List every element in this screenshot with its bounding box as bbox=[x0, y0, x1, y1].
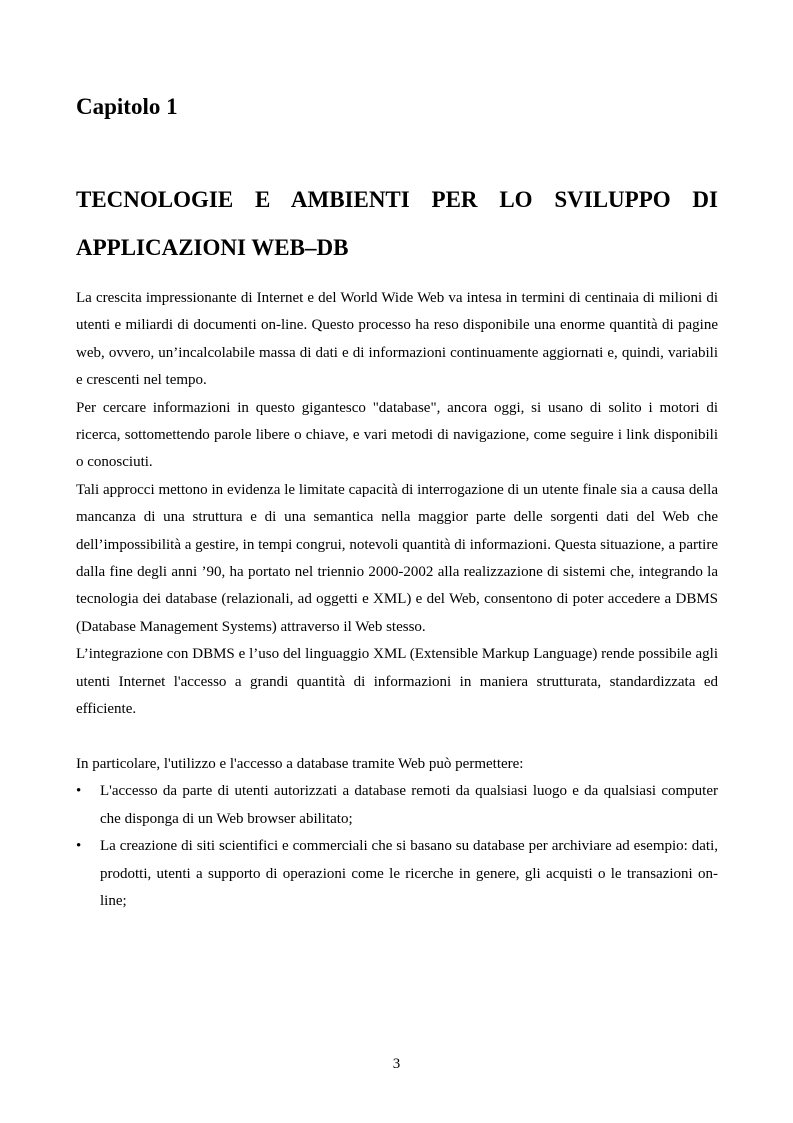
body-text bbox=[76, 285, 718, 915]
page-number: 3 bbox=[392, 1056, 401, 1072]
chapter-title-line-2: APPLICAZIONI WEB–DB bbox=[76, 235, 349, 260]
paragraph: La crescita impressionante di Internet e del World Wide Web va intesa in termini di centinaia di milioni di utenti e miliardi di documenti on-line. Questo processo ha reso disponibile una enorme quantità di pagine web, ovvero, un’incalcolabile massa di dati e di informazioni continuamente aggiornati e, quindi, variabili e crescenti nel tempo. bbox=[76, 290, 718, 389]
chapter-label: Capitolo 1 bbox=[76, 94, 178, 119]
list-item bbox=[76, 778, 718, 833]
list-intro: In particolare, l'utilizzo e l'accesso a database tramite Web può permettere: bbox=[76, 755, 524, 772]
bullet-list bbox=[76, 778, 718, 915]
paragraph: Per cercare informazioni in questo gigantesco "database", ancora oggi, si usano di solito i motori di ricerca, sottomettendo parole libere o chiave, e vari metodi di navigazione, come seguire i link disponibili o conosciuti. bbox=[76, 399, 718, 471]
bullet-icon: • bbox=[76, 783, 82, 800]
paragraph: L’integrazione con DBMS e l’uso del linguaggio XML (Extensible Markup Language) rende possibile agli utenti Internet l'accesso a grandi quantità di informazioni in maniera strutturata, standardizzata ed efficiente. bbox=[76, 646, 718, 718]
paragraph: Tali approcci mettono in evidenza le limitate capacità di interrogazione di un utente finale sia a causa della mancanza di una struttura e di una semantica nella maggior parte delle sorgenti dati del Web che dell’impossibilità a gestire, in tempi congrui, notevoli quantità di informazioni. Questa situazione, a partire dalla fine degli anni ’90, ha portato nel triennio 2000-2002 alla realizzazione di sistemi che, integrando la tecnologia dei database (relazionali, ad oggetti e XML) e del Web, consentono di poter accedere a DBMS (Database Management Systems) attraverso il Web stesso. bbox=[76, 481, 718, 635]
chapter-title bbox=[76, 176, 718, 272]
chapter-title-line-1: TECNOLOGIE E AMBIENTI PER LO SVILUPPO DI bbox=[76, 187, 718, 212]
list-item-text: L'accesso da parte di utenti autorizzati a database remoti da qualsiasi luogo e da qualsiasi computer che disponga di un Web browser abilitato; bbox=[100, 783, 718, 827]
list-item bbox=[76, 833, 718, 915]
bullet-icon: • bbox=[76, 838, 82, 855]
list-item-text: La creazione di siti scientifici e commerciali che si basano su database per archiviare ad esempio: dati, prodotti, utenti a supporto di operazioni come le ricerche in genere, gli acquisti o le transazioni on-line; bbox=[100, 838, 718, 909]
